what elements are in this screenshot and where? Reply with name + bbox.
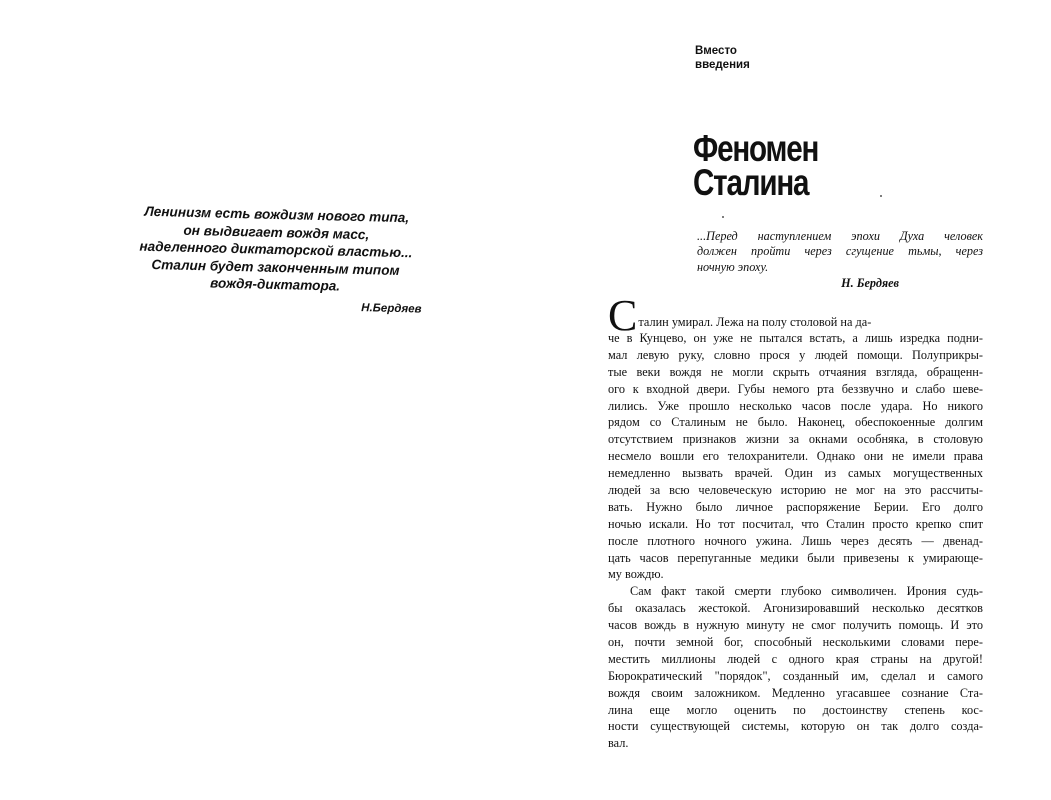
text-line: рядом со Сталиным не было. Наконец, обеспокоенные долгим xyxy=(608,415,983,430)
epigraph-line: Ленинизм есть вождизм нового типа, xyxy=(144,203,410,226)
text-line: мал левую руку, словно прося у людей помощи. Полуприкры- xyxy=(608,347,983,362)
text-line: лина еще могло оценить по достоинству степень кос- xyxy=(608,702,983,717)
paragraph-2 xyxy=(608,583,983,752)
chapter-epigraph xyxy=(697,229,983,291)
chapter-title-line: Феномен xyxy=(693,128,819,169)
quote-line: должен пройти через сгущение тьмы, через xyxy=(697,244,983,259)
chapter-title xyxy=(693,128,819,203)
text-line: вал. xyxy=(608,736,629,751)
epigraph-author: Н.Бердяев xyxy=(361,302,422,316)
section-label-line: Вместо xyxy=(695,45,737,57)
text-line: бы оказалась жестокой. Агонизировавший несколько десятков xyxy=(608,601,983,616)
text-line: людей за всю человеческую историю не мог на это рассчиты- xyxy=(608,483,983,498)
text-line: ого к входной двери. Губы немого рта беззвучно и слабо шеве- xyxy=(608,381,983,396)
text-line: лились. Уже прошло несколько часов после удара. Но никого xyxy=(608,398,983,413)
text-line: Сам факт такой смерти глубоко символичен. Ирония судь- xyxy=(630,584,983,599)
text-line: он, почти земной бог, способный несколькими словами пере- xyxy=(608,635,983,650)
quote-line: ночную эпоху. xyxy=(697,259,769,274)
epigraph-line: вождя-диктатора. xyxy=(209,275,341,294)
text-line: ности существующей системы, которую он так долго созда- xyxy=(608,719,983,734)
text-line: отсутствием признаков жизни за окнами особняка, в столовую xyxy=(608,432,983,447)
section-label-line: введения xyxy=(695,58,750,71)
text-line: му вождю. xyxy=(608,567,664,582)
text-line: часов вождь в нужную минуту не смог получить помощь. И это xyxy=(608,618,983,633)
scan-speck xyxy=(722,216,724,218)
chapter-title-line: Сталина xyxy=(693,162,809,203)
text-line: Бюрократический "порядок", созданный им, сделал и самого xyxy=(608,668,983,683)
quote-line: ...Перед наступлением эпохи Духа человек xyxy=(697,229,983,243)
text-line: цать часов перепуганные медики были привезены к умирающе- xyxy=(608,550,983,565)
quote-author: Н. Бердяев xyxy=(841,275,899,290)
paragraph-1 xyxy=(608,330,983,583)
scan-speck xyxy=(880,195,882,197)
epigraph-line: он выдвигает вождя масс, xyxy=(183,222,370,242)
text-line: местить миллионы людей с одного края страны на другой! xyxy=(608,651,983,666)
body-text xyxy=(608,291,983,752)
section-label xyxy=(695,45,750,72)
text-line: несмело вошли его телохранители. Однако они не имели права xyxy=(608,449,983,464)
text-line: тые веки вождя не могли скрыть отчаяния взгляда, обращенн- xyxy=(608,364,983,379)
text-line: че в Кунцево, он уже не пытался встать, а лишь изредка подни- xyxy=(608,331,983,345)
drop-cap: С xyxy=(608,291,638,340)
epigraph-line: наделенного диктаторской властью... xyxy=(139,238,413,261)
text-line: вождя своим заложником. Медленно угасавшее сознание Ста- xyxy=(608,685,983,700)
text-line: ночью искали. Но тот посчитал, что Сталин просто крепко спит xyxy=(608,516,983,531)
text-line: вать. Нужно было личное распоряжение Берии. Его долго xyxy=(608,499,983,514)
epigraph-line: Сталин будет законченным типом xyxy=(151,256,400,278)
left-page-epigraph xyxy=(109,202,442,320)
text-line: немедленно вызвать врачей. Один из самых могущественных xyxy=(608,466,983,481)
text-line: после плотного ночного ужина. Лишь через десять — двенад- xyxy=(608,533,983,548)
first-line-text: талин умирал. Лежа на полу столовой на да- xyxy=(638,315,872,329)
